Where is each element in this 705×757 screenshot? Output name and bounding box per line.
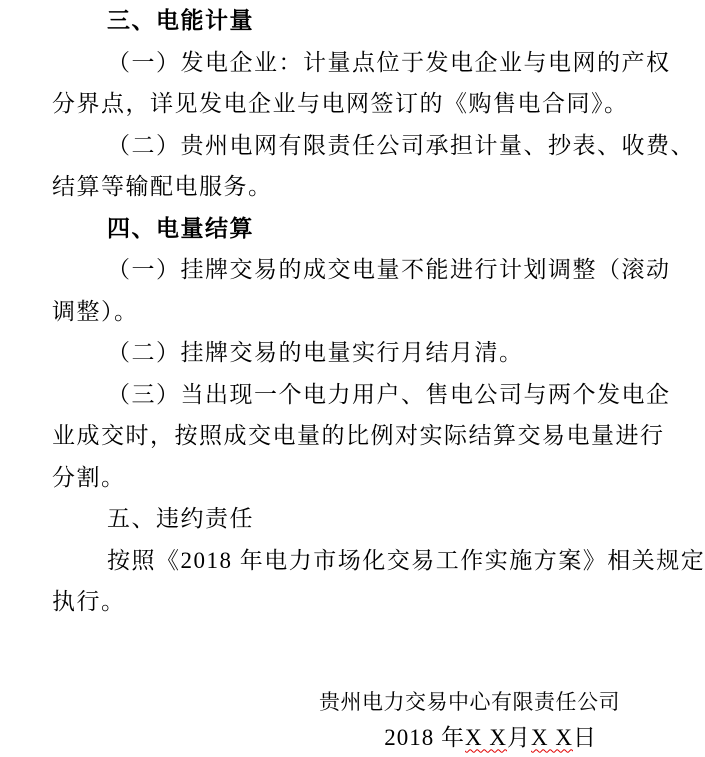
signature-date [0,720,705,755]
date-text: 2018 年 [384,724,466,750]
text-line: 业成交时，按照成交电量的比例对实际结算交易电量进行 [52,423,665,448]
date-placeholder-x: X X [465,724,508,750]
text-line: 调整）。 [52,298,139,324]
text-line: （一）挂牌交易的成交电量不能进行计划调整（滚动 [107,257,671,282]
section-heading: 四、电量结算 [107,215,254,241]
text-line: 结算等输配电服务。 [52,174,273,199]
section-heading: 三、电能计量 [107,8,254,33]
section-heading: 五、违约责任 [107,506,254,531]
text-line: （三）当出现一个电力用户、售电公司与两个发电企 [107,381,671,407]
text-line: 按照《2018 年电力市场化交易工作实施方案》相关规定 [107,547,705,573]
text-line: 分割。 [52,464,126,490]
date-placeholder-x: X X [531,724,573,750]
text-line: 执行。 [52,589,126,614]
text-line: （二）贵州电网有限责任公司承担计量、抄表、收费、 [107,132,695,158]
signature-company: 贵州电力交易中心有限责任公司 [319,689,620,714]
text-line: （一）发电企业：计量点位于发电企业与电网的产权 [107,49,671,75]
signature-spacer [0,623,705,685]
text-line: 分界点，详见发电企业与电网签订的《购售电合同》。 [52,91,629,116]
text-line: （二）挂牌交易的电量实行月结月清。 [107,340,524,365]
date-text: 日 [573,724,597,750]
date-text: 月 [507,724,532,750]
